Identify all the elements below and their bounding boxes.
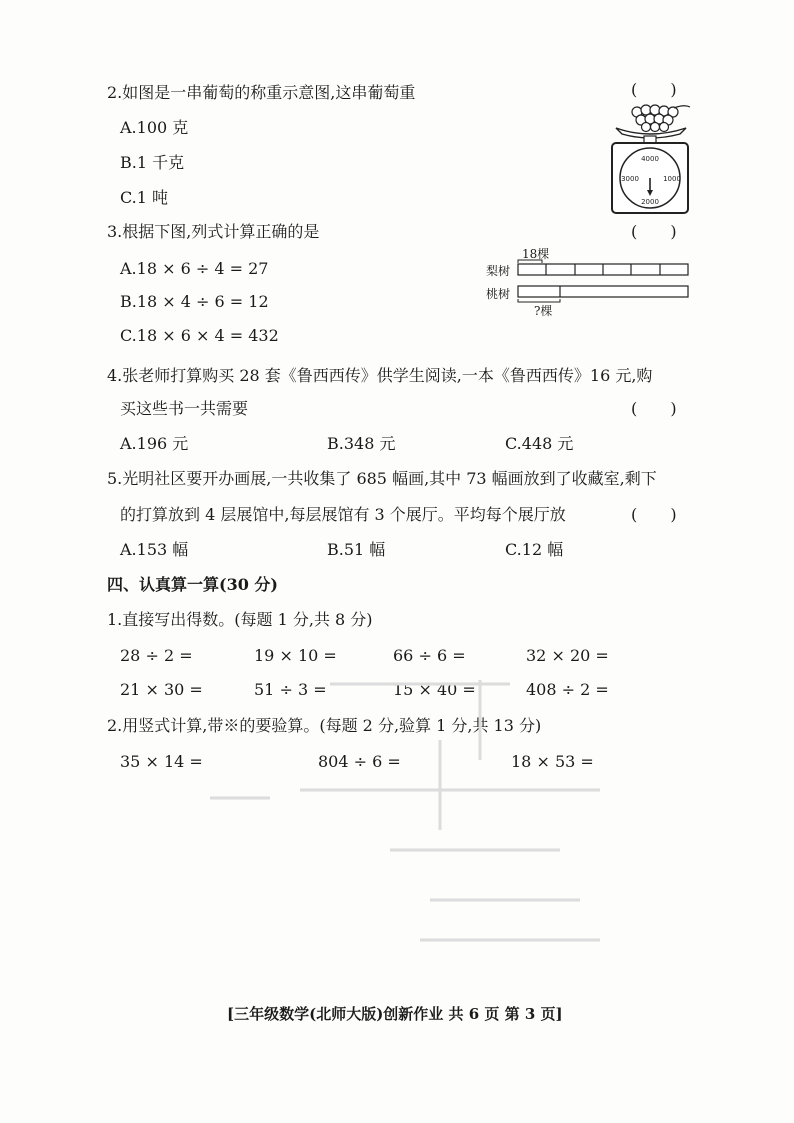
vertical-calc-item: 18 × 53 = [511, 752, 594, 771]
calc-item: 15 × 40 = [393, 680, 476, 699]
q4-option-a: A.196 元 [120, 434, 189, 453]
scale-label-right: 1000 [663, 175, 681, 183]
section4-heading: 四、认真算一算(30 分) [107, 575, 278, 594]
scale-label-bottom: 2000 [641, 198, 659, 206]
q4-option-b: B.348 元 [327, 434, 396, 453]
q5-answer-paren: ( ) [631, 505, 691, 524]
vertical-calc-item: 804 ÷ 6 = [318, 752, 401, 771]
q5-option-a: A.153 幅 [120, 540, 189, 559]
q2-option-c: C.1 吨 [120, 188, 169, 207]
calc-item: 66 ÷ 6 = [393, 646, 466, 665]
q2-answer-paren: ( ) [631, 80, 691, 99]
q4-line1: 4.张老师打算购买 28 套《鲁西西传》供学生阅读,一本《鲁西西传》16 元,购 [107, 366, 653, 385]
q3-option-b: B.18 × 4 ÷ 6 = 12 [120, 292, 269, 311]
tree-segment-diagram [482, 244, 694, 318]
diagram-row2-label: 桃树 [486, 287, 511, 301]
q3-answer-paren: ( ) [631, 222, 691, 241]
calc-item: 408 ÷ 2 = [526, 680, 609, 699]
q4-option-c: C.448 元 [505, 434, 574, 453]
q3-option-a: A.18 × 6 ÷ 4 = 27 [120, 259, 269, 278]
calc-item: 51 ÷ 3 = [254, 680, 327, 699]
q5-line2: 的打算放到 4 层展馆中,每层展馆有 3 个展厅。平均每个展厅放 [120, 505, 566, 524]
q2-option-a: A.100 克 [120, 118, 189, 137]
q3-option-c: C.18 × 6 × 4 = 432 [120, 326, 279, 345]
q3-stem: 3.根据下图,列式计算正确的是 [107, 222, 320, 241]
calc-item: 28 ÷ 2 = [120, 646, 193, 665]
q2-stem: 2.如图是一串葡萄的称重示意图,这串葡萄重 [107, 83, 416, 102]
diagram-top-label: 18棵 [522, 247, 550, 261]
grape-scale-illustration [604, 98, 696, 216]
scale-label-top: 4000 [641, 155, 659, 163]
bleed-through-marks [180, 640, 650, 970]
q5-option-b: B.51 幅 [327, 540, 386, 559]
q5-option-c: C.12 幅 [505, 540, 564, 559]
diagram-row1-label: 梨树 [486, 264, 511, 278]
q4-answer-paren: ( ) [631, 399, 691, 418]
calc-item: 19 × 10 = [254, 646, 337, 665]
vertical-calc-item: 35 × 14 = [120, 752, 203, 771]
scale-label-left: 3000 [621, 175, 639, 183]
calc-item: 21 × 30 = [120, 680, 203, 699]
part1-heading: 1.直接写出得数。(每题 1 分,共 8 分) [107, 610, 373, 629]
page-footer: [三年级数学(北师大版)创新作业 共 6 页 第 3 页] [227, 1005, 563, 1023]
calc-item: 32 × 20 = [526, 646, 609, 665]
q4-line2: 买这些书一共需要 [120, 399, 249, 418]
q2-option-b: B.1 千克 [120, 153, 185, 172]
q5-line1: 5.光明社区要开办画展,一共收集了 685 幅画,其中 73 幅画放到了收藏室,剩下 [107, 469, 657, 488]
part2-heading: 2.用竖式计算,带※的要验算。(每题 2 分,验算 1 分,共 13 分) [107, 716, 542, 735]
diagram-bottom-label: ?棵 [534, 304, 553, 318]
